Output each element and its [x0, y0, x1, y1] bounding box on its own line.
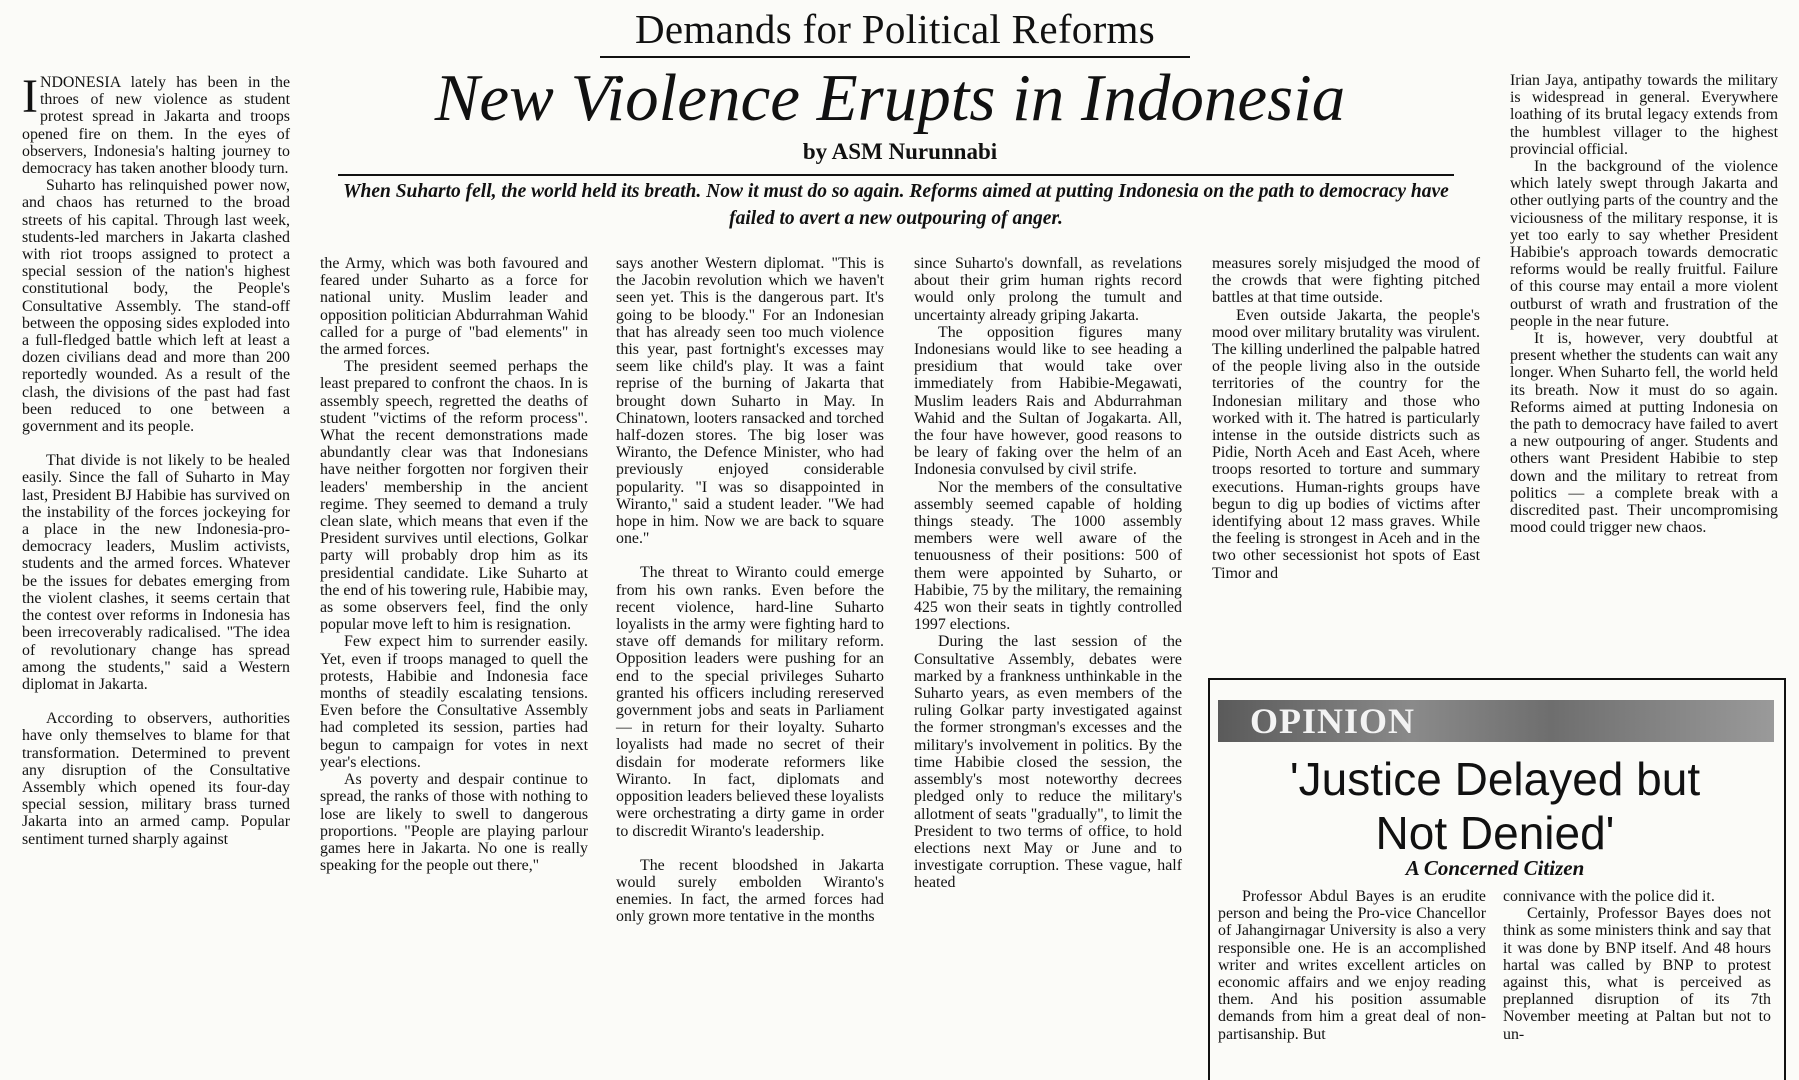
paragraph: connivance with the police did it.: [1503, 888, 1715, 905]
paragraph: Few expect him to surrender easily. Yet, even if troops managed to quell the protests, Habibie and Indonesia face months of steadily escalating tensions. Even before the Consultative Assembly had completed its session, parties had begun to campaign for votes in next year's elections.: [320, 633, 588, 771]
opinion-headline: [1210, 752, 1780, 860]
paragraph-text: NDONESIA lately has been in the throes of new violence as student protest spread in Jakarta and troops opened fire on them. In the eyes of observers, Indonesia's halting journey to democracy has taken another bloody turn.: [22, 74, 290, 178]
paragraph: measures sorely misjudged the mood of the crowds that were fighting pitched battles at that time outside.: [1212, 255, 1480, 307]
article-byline: by ASM Nurunnabi: [802, 139, 998, 164]
paragraph: the Army, which was both favoured and feared under Suharto as a force for national unity. Muslim leader and opposition politician Abdurrahman Wahid called for a purge of "bad elements" in the armed forces.: [320, 255, 588, 359]
article-column-6: [1510, 72, 1778, 536]
paragraph: According to observers, authorities have only themselves to blame for that transformation. Determined to prevent any disruption of the Consultative Assembly which opened its four-day special session, military brass turned Jakarta into an armed camp. Popular sentiment turned sharply against: [22, 710, 290, 848]
paragraph: The opposition figures many Indonesians would like to see heading a presidium that would take over immediately from Habibie-Megawati, Muslim leaders Rais and Abdurrahman Wahid and the Sultan of Jogakarta. All, the four have however, good reasons to be leary of faking over the helm of an Indonesia convulsed by civil strife.: [914, 323, 1182, 479]
paragraph: The recent bloodshed in Jakarta would surely embolden Wiranto's enemies. In fact, the armed forces had only grown more tentative in the months: [616, 856, 884, 926]
paragraph: Even outside Jakarta, the people's mood over military brutality was virulent. The killing underlined the palpable hatred of the people living also in the outside territories of the country for the Indonesian military and those who worked with it. The hatred is particularly intense in the outside districts such as Pidie, North Aceh and East Aceh, where troops resorted to torture and summary executions. Human-rights groups have begun to dig up bodies of victims after identifying about 12 mass graves. While the feeling is strongest in Aceh and in the two other secessionist hot spots of East Timor and: [1212, 306, 1480, 582]
article-column-5: [1212, 255, 1480, 582]
opinion-headline-line-1: 'Justice Delayed but: [1289, 753, 1701, 805]
opinion-headline-line-2: Not Denied': [1375, 807, 1615, 859]
paragraph: Suharto has relinquished power now, and chaos has returned to the broad streets of his capital. Through last week, students-led marchers in Jakarta clashed with riot troops assigned to protect a special session of the nation's highest constitutional body, the People's Consultative Assembly. The stand-off between the opposing sides exploded into a full-fledged battle which left at least a dozen civilians dead and more than 200 reportedly wounded. As a result of the clash, the divisions of the past had fast been reduced to one between a government and its people.: [22, 177, 290, 436]
article-column-4: [914, 255, 1182, 892]
opinion-column-1: [1218, 888, 1486, 1043]
article-column-3: [616, 255, 884, 926]
paragraph: Professor Abdul Bayes is an erudite person and being the Pro-vice Chancellor of Jahangirnagar University is also a very responsible one. He is an accomplished writer and writes excellent articles on economic affairs and we enjoy reading them. And his position assumable demands from him a great deal of non-partisanship. But: [1218, 888, 1486, 1043]
paragraph: The president seemed perhaps the least prepared to confront the chaos. In is assembly speech, regretted the deaths of student "victims of the reform process". What the recent demonstrations made abundantly clear was that Indonesians have neither forgotten nor forgiven their leaders' membership in the ancient regime. They seemed to demand a truly clean slate, which means that even if the President survives until elections, Golkar party will probably drop him as its presidential candidate. Like Suharto at the end of his towering rule, Habibie may, as some observers feel, find the only popular move left to him is resignation.: [320, 358, 588, 634]
paragraph: As poverty and despair continue to spread, the ranks of those with nothing to lose are likely to swell to dangerous proportions. "People are playing parlour games here in Jakarta. No one is really speaking for the people out there,": [320, 771, 588, 875]
article-column-1: [22, 70, 290, 848]
paragraph: That divide is not likely to be healed easily. Since the fall of Suharto in May last, President BJ Habibie has survived on the instability of the forces jockeying for a place in the new Indonesia-pro-democracy leaders, Muslim activists, students and the armed forces. Whatever be the issues for debates emerging from the violent clashes, it seems certain that the contest over reforms in Indonesia has been irrecoverably radicalised. "The idea of revolutionary change has spread among the students," said a Western diplomat in Jakarta.: [22, 452, 290, 693]
paragraph: says another Western diplomat. "This is the Jacobin revolution which we haven't seen yet. This is the dangerous part. It's going to be bloody." For an Indonesian that has already seen too much violence this year, past fortnight's excesses may seem like child's play. It was a faint reprise of the burning of Jakarta that brought down Suharto in May. In Chinatown, looters ransacked and torched half-dozen stores. The big loser was Wiranto, the Defence Minister, who had previously enjoyed considerable popularity. "I was so disappointed in Wiranto," said a student leader. "We had hope in him. Now we are back to square one.": [616, 255, 884, 548]
article-headline: New Violence Erupts in Indonesia: [434, 61, 1346, 135]
drop-cap: I: [22, 70, 38, 123]
article-column-2: [320, 255, 588, 874]
paragraph: Irian Jaya, antipathy towards the military is widespread in general. Everywhere loathing of its brutal legacy extends from the humblest villager to the highest provincial official.: [1510, 72, 1778, 158]
opinion-column-2: [1503, 888, 1771, 1043]
paragraph: Nor the members of the consultative assembly seemed capable of holding things steady. The 1000 assembly members were well aware of the tenuousness of their positions: 500 of them were appointed by Suharto, or Habibie, 75 by the military, the remaining 425 won their seats in tightly controlled 1997 elections.: [914, 478, 1182, 634]
section-kicker: Demands for Political Reforms: [600, 4, 1190, 58]
opinion-label: OPINION: [1250, 701, 1416, 741]
paragraph: During the last session of the Consultative Assembly, debates were marked by a frankness unthinkable in the Suharto years, as even members of the ruling Golkar party investigated against the former strongman's excesses and the military's involvement in politics. By the time Habibie closed the session, the assembly's most noteworthy decrees pledged only to reduce the military's allotment of seats "gradually", to limit the President to two terms of office, to hold elections next May or June and to investigate corruption. These vague, half heated: [914, 633, 1182, 892]
paragraph: The threat to Wiranto could emerge from his own ranks. Even before the recent violence, hard-line Suharto loyalists in the army were fighting hard to stave off demands for military reform. Opposition leaders were pushing for an end to the special privileges Suharto granted his officers including rereserved government jobs and seats in Parliament — in return for their loyalty. Suharto loyalists had made no secret of their disdain for moderate reformers like Wiranto. In fact, diplomats and opposition leaders believed these loyalists were orchestrating a dirty game in order to discredit Wiranto's leadership.: [616, 564, 884, 840]
article-deck: When Suharto fell, the world held its breath. Now it must do so again. Reforms aimed at putting Indonesia on the path to democracy have failed to avert a new outpouring of anger.: [338, 174, 1454, 232]
paragraph: [22, 70, 290, 178]
paragraph: It is, however, very doubtful at present whether the students can wait any longer. When Suharto fell, the world held its breath. Now it must do so again. Reforms aimed at putting Indonesia on the path to democracy have failed to avert a new outpouring of anger. Students and others want President Habibie to step down and the military to retreat from politics — a complete break with a discredited past. Their uncompromising mood could trigger new chaos.: [1510, 330, 1778, 537]
opinion-author: A Concerned Citizen: [1405, 856, 1585, 880]
paragraph: since Suharto's downfall, as revelations about their grim human rights record would only prolong the tumult and uncertainty already griping Jakarta.: [914, 255, 1182, 324]
paragraph: In the background of the violence which lately swept through Jakarta and other outlying parts of the country and the viciousness of the military response, it is yet too early to say whether President Habibie's approach towards democratic reforms would be really fruitful. Failure of this course may entail a more violent outburst of wrath and frustration of the people in the near future.: [1510, 158, 1778, 330]
paragraph: Certainly, Professor Bayes does not think as some ministers think and say that it was done by BNP itself. And 48 hours hartal was called by BNP to protest against this, what is perceived as preplanned disruption of its 7th November meeting at Paltan but not to un-: [1503, 905, 1771, 1043]
